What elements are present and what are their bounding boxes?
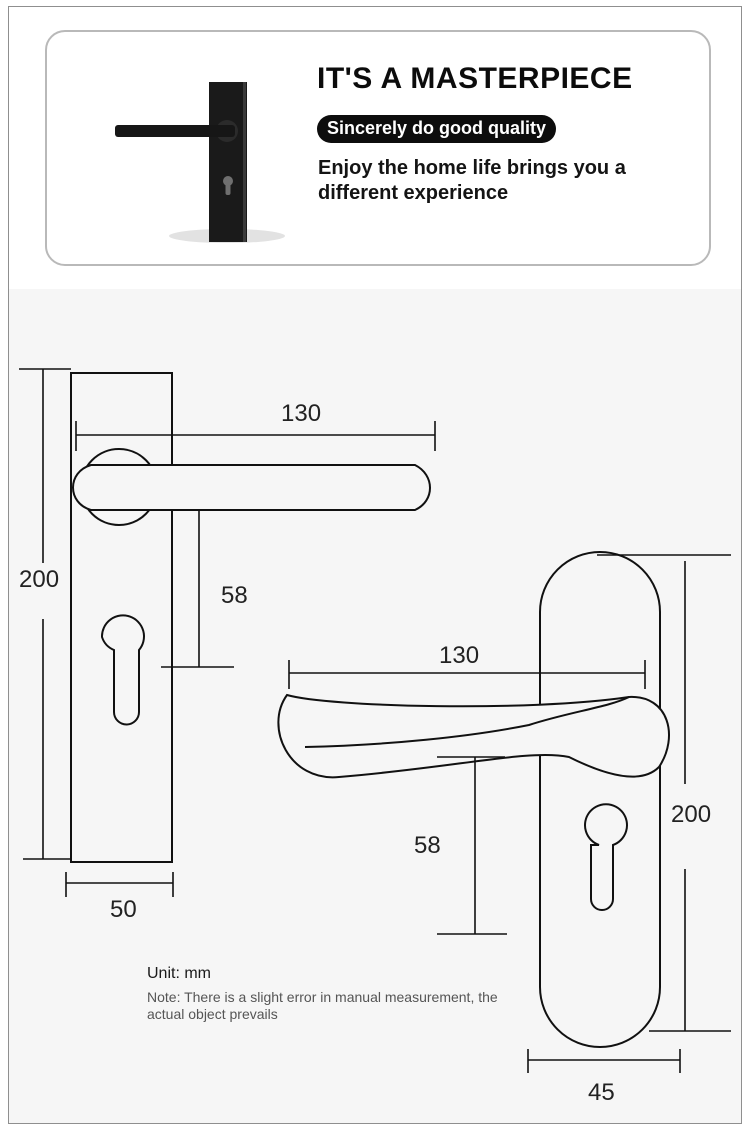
right-handle-drawing [278,552,669,1047]
page-title: IT'S A MASTERPIECE [317,62,633,95]
unit-label: Unit: mm [147,965,211,982]
tagline-text: Enjoy the home life brings you a different experience [318,157,626,204]
page-frame [8,6,742,1124]
dimension-diagram [9,7,741,1123]
left-plate-width-label: 50 [110,896,137,923]
right-handle-length-label: 130 [439,642,480,669]
left-center-distance-label: 58 [221,582,248,609]
right-plate-height-label: 200 [671,801,712,828]
right-plate-width-label: 45 [588,1079,615,1106]
left-plate-height-label: 200 [19,566,60,593]
quality-badge: Sincerely do good quality [317,115,556,143]
measurement-note: Note: There is a slight error in manual measurement, the actual object prevails [147,989,498,1022]
left-handle-drawing [71,373,430,862]
right-center-distance-label: 58 [414,832,441,859]
left-handle-length-label: 130 [281,400,322,427]
